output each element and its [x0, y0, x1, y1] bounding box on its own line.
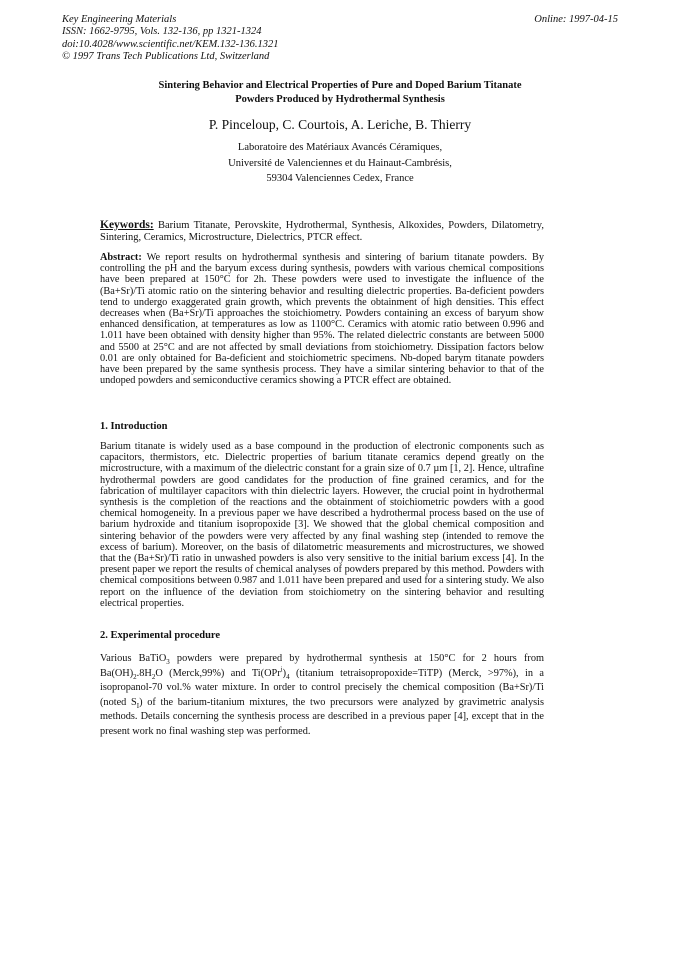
- experimental-text: [100, 652, 544, 740]
- keywords-label: Keywords:: [100, 219, 154, 231]
- exp-text-part-6: (titanium tetraisopropoxide=TiTP) (Merck, >97%), in a isopropanol-70 vol.% water mixture. In order to control precisely the chemical composition (Ba+Sr)/Ti (noted S: [100, 667, 544, 708]
- introduction-heading: 1. Introduction: [100, 421, 168, 432]
- paper-title: [62, 79, 618, 106]
- experimental-heading: 2. Experimental procedure: [100, 630, 221, 641]
- exp-text-part-5: ): [282, 667, 287, 679]
- exp-text-part-7: ) of the barium-titanium mixtures, the two precursors were analyzed by gravimetric analysis methods. Details concerning the synthesis process are described in a previous paper [4], except that in the present work no final washing step was performed.: [100, 696, 544, 737]
- copyright-line: © 1997 Trans Tech Publications Ltd, Switzerland: [62, 50, 270, 62]
- title-line-2: Powders Produced by Hydrothermal Synthesis: [235, 93, 445, 105]
- exp-text-part-4: O (Merck,99%) and Ti(OPr: [155, 667, 281, 679]
- citation-block: [62, 14, 279, 63]
- keywords-block: [100, 220, 544, 243]
- affiliation: [62, 140, 618, 187]
- journal-name: Key Engineering Materials: [62, 14, 177, 25]
- introduction-text: Barium titanate is widely used as a base compound in the production of electronic components such as capacitors, thermistors, etc. Dielectric properties of barium titanate ceramics depend greatly on the microstructure, with a maximum of the dielectric constant for a grain size of 0.7 µm [1, 2]. Hence, ultrafine hydrothermal powders are good candidates for the production of fine grained ceramics, and for the fabrication of multilayer capacitors with thin dielectric layers. However, the crucial point in hydrothermal synthesis is the completion of the reactions and the obtainment of stoichiometric powders with a good chemical homogeneity. In a previous paper we have described a hydrothermal process based on the use of barium hydroxide and titanium isopropoxide [3]. We showed that the global chemical composition and sintering behavior of the powders were very affected by any final washing step (intended to remove the excess of barium). Moreover, on the basis of dilatometric measurements and microstructures, we showed that the (Ba+Sr)/Ti ratio in unwashed powders is also very sensitive to the initial barium excess [4]. In the present paper we report the results of chemical analyses of powders prepared by this method. Powders with chemical compositions between 0.987 and 1.011 have been prepared and used for a sintering study. We also report on the influence of the deviation from stoichiometry on the sintering behavior and resulting electrical properties.: [100, 441, 544, 609]
- abstract-label: Abstract:: [100, 252, 142, 263]
- exp-superscript-i: i: [280, 665, 283, 674]
- exp-subscript-2b: 2: [151, 672, 156, 681]
- abstract-block: [100, 252, 544, 386]
- exp-text-part-2: powders were prepared by hydrothermal synthesis at 150°C for 2 hours from Ba(OH): [100, 653, 544, 679]
- affiliation-line-2: Université de Valenciennes et du Hainaut-Cambrésis,: [228, 157, 452, 169]
- issn-line: ISSN: 1662-9795, Vols. 132-136, pp 1321-1324: [62, 26, 262, 38]
- page-header: [62, 14, 618, 63]
- exp-text-part-3: .8H: [136, 667, 152, 679]
- exp-subscript-3: 3: [166, 658, 170, 667]
- affiliation-line-3: 59304 Valenciennes Cedex, France: [266, 173, 414, 184]
- exp-subscript-4: 4: [286, 672, 290, 681]
- keywords-text: Barium Titanate, Perovskite, Hydrothermal, Synthesis, Alkoxides, Powders, Dilatometry, Sintering, Ceramics, Microstructure, Dielectrics, PTCR effect.: [100, 220, 545, 243]
- title-line-1: Sintering Behavior and Electrical Properties of Pure and Doped Barium Titanate: [158, 80, 522, 91]
- abstract-text: We report results on hydrothermal synthesis and sintering of barium titanate powders. By controlling the pH and the baryum excess during synthesis, powders with various chemical compositions have been prepared at 150°C for 2h. These powders were used to investigate the influence of the (Ba+Sr)/Ti atomic ratio on the sintering behavior and resulting dielectric properties. Ba-deficient powders tend to undergo exaggerated grain growth, which prevents the obtainment of high densities. This effect decreases when (Ba+Sr)/Ti approaches the stoichiometry. Powders containing an excess of baryum show enhanced densification, at temperatures as low as 1100°C. Ceramics with atomic ratio between 0.996 and 1.011 have been obtained with density higher than 95%. The related dielectric constants are between 5000 and 5500 at 25°C and are not affected by small deviations from stoichiometry. Dissipation factors below 0.01 are only obtained for Ba-deficient and stoichiometric specimens. Nb-doped barym titanate powders have been prepared by the same synthesis process. They have a similar sintering behavior to that of the undoped powders and semiconductive ceramics showing a PTCR effect are obtained.: [100, 252, 544, 387]
- exp-subscript-2: 2: [133, 672, 137, 681]
- online-date: Online: 1997-04-15: [534, 14, 618, 25]
- affiliation-line-1: Laboratoire des Matériaux Avancés Céramiques,: [237, 142, 443, 153]
- exp-text-part-1: Various BaTiO: [100, 653, 167, 664]
- exp-subscript-i: I: [136, 701, 140, 710]
- author-list: P. Pinceloup, C. Courtois, A. Leriche, B. Thierry: [208, 117, 472, 132]
- doi-line: doi:10.4028/www.scientific.net/KEM.132-136.1321: [62, 38, 279, 50]
